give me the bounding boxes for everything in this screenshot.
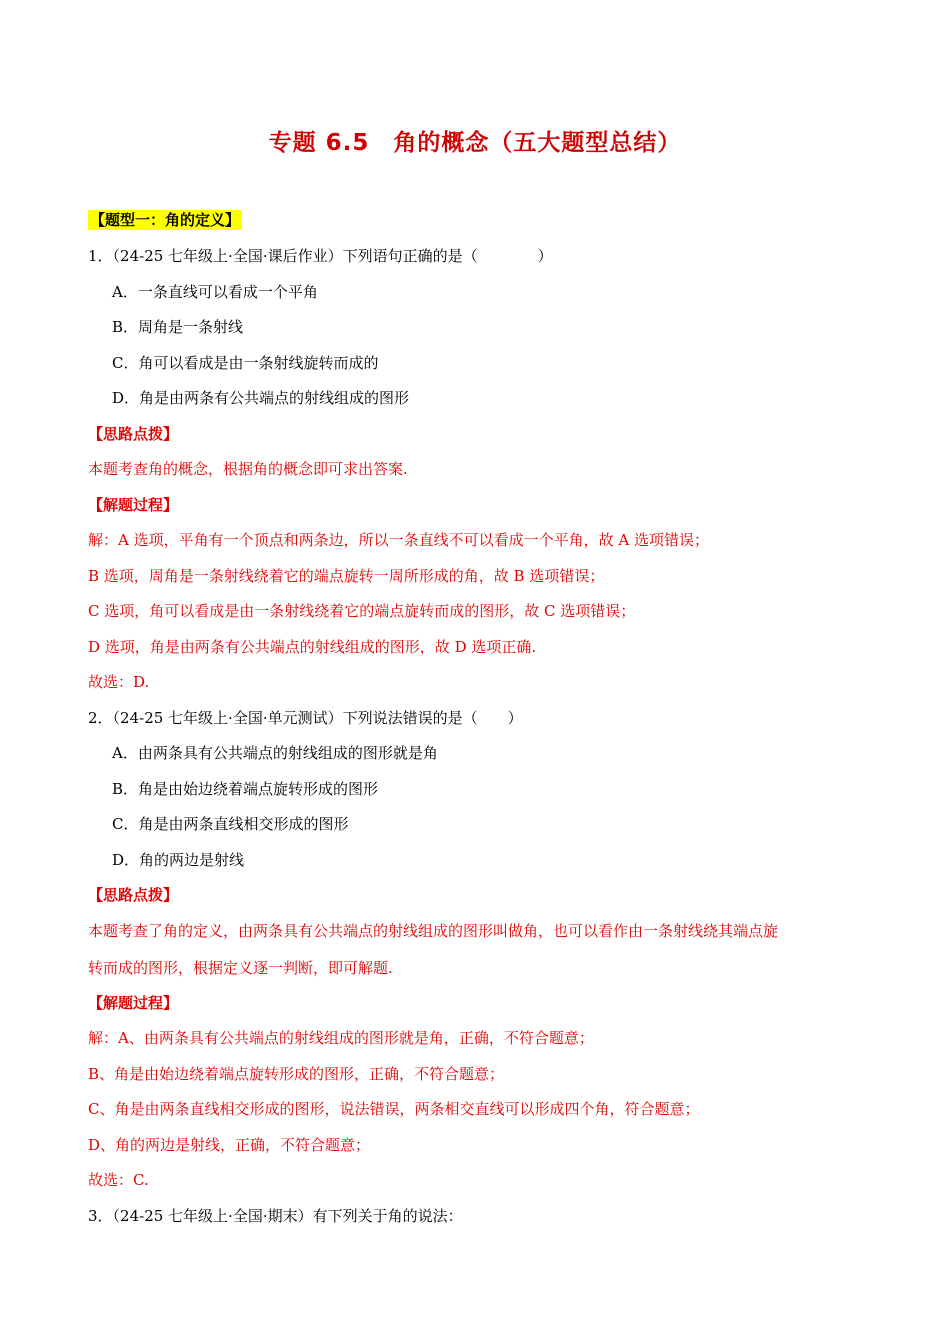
q2-option-d: D．角的两边是射线 bbox=[112, 851, 245, 869]
q2-answer: 故选：C. bbox=[88, 1171, 149, 1189]
q2-solution-line: C、角是由两条直线相交形成的图形，说法错误，两条相交直线可以形成四个角，符合题意； bbox=[88, 1100, 700, 1118]
section-header bbox=[88, 210, 242, 230]
q2-hint-line: 转而成的图形，根据定义逐一判断，即可解题. bbox=[88, 959, 393, 977]
q2-solution-line: B、角是由始边绕着端点旋转形成的图形，正确，不符合题意； bbox=[88, 1065, 505, 1083]
q2-option-c: C．角是由两条直线相交形成的图形 bbox=[112, 815, 349, 833]
q1-solution-line: C 选项，角可以看成是由一条射线绕着它的端点旋转而成的图形，故 C 选项错误； bbox=[88, 602, 636, 620]
q1-answer: 故选：D. bbox=[88, 673, 150, 691]
q1-option-d: D．角是由两条有公共端点的射线组成的图形 bbox=[112, 389, 410, 407]
page-title: 专题 6.5 角的概念（五大题型总结） bbox=[268, 130, 682, 156]
q2-option-a: A．由两条具有公共端点的射线组成的图形就是角 bbox=[112, 744, 438, 762]
q1-solution-line: B 选项，周角是一条射线绕着它的端点旋转一周所形成的角，故 B 选项错误； bbox=[88, 567, 605, 585]
q1-solution-line: D 选项，角是由两条有公共端点的射线组成的图形，故 D 选项正确. bbox=[88, 638, 537, 656]
q1-option-b: B．周角是一条射线 bbox=[112, 318, 244, 336]
q1-solution-header: 【解题过程】 bbox=[88, 496, 179, 514]
q1-option-c: C．角可以看成是由一条射线旋转而成的 bbox=[112, 354, 379, 372]
section-label: 【题型一：角的定义】 bbox=[90, 211, 241, 229]
q2-hint-line: 本题考查了角的定义，由两条具有公共端点的射线组成的图形叫做角，也可以看作由一条射线绕其端点旋 bbox=[88, 922, 779, 940]
question-2-stem: 2．（24-25 七年级上·全国·单元测试）下列说法错误的是（ ） bbox=[88, 709, 523, 727]
q2-solution-line: 解：A、由两条具有公共端点的射线组成的图形就是角，正确，不符合题意； bbox=[88, 1029, 594, 1047]
q2-option-b: B．角是由始边绕着端点旋转形成的图形 bbox=[112, 780, 379, 798]
q1-hint: 本题考查角的概念，根据角的概念即可求出答案. bbox=[88, 460, 408, 478]
q1-option-a: A．一条直线可以看成一个平角 bbox=[112, 283, 318, 301]
question-1-stem: 1．（24-25 七年级上·全国·课后作业）下列语句正确的是（ ） bbox=[88, 247, 553, 265]
q1-hint-header: 【思路点拨】 bbox=[88, 425, 179, 443]
question-3-stem: 3．（24-25 七年级上·全国·期末）有下列关于角的说法： bbox=[88, 1207, 463, 1225]
q2-solution-header: 【解题过程】 bbox=[88, 994, 179, 1012]
q2-hint-header: 【思路点拨】 bbox=[88, 886, 179, 904]
q2-solution-line: D、角的两边是射线，正确，不符合题意； bbox=[88, 1136, 371, 1154]
q1-solution-line: 解：A 选项，平角有一个顶点和两条边，所以一条直线不可以看成一个平角，故 A 选项错误； bbox=[88, 531, 709, 549]
